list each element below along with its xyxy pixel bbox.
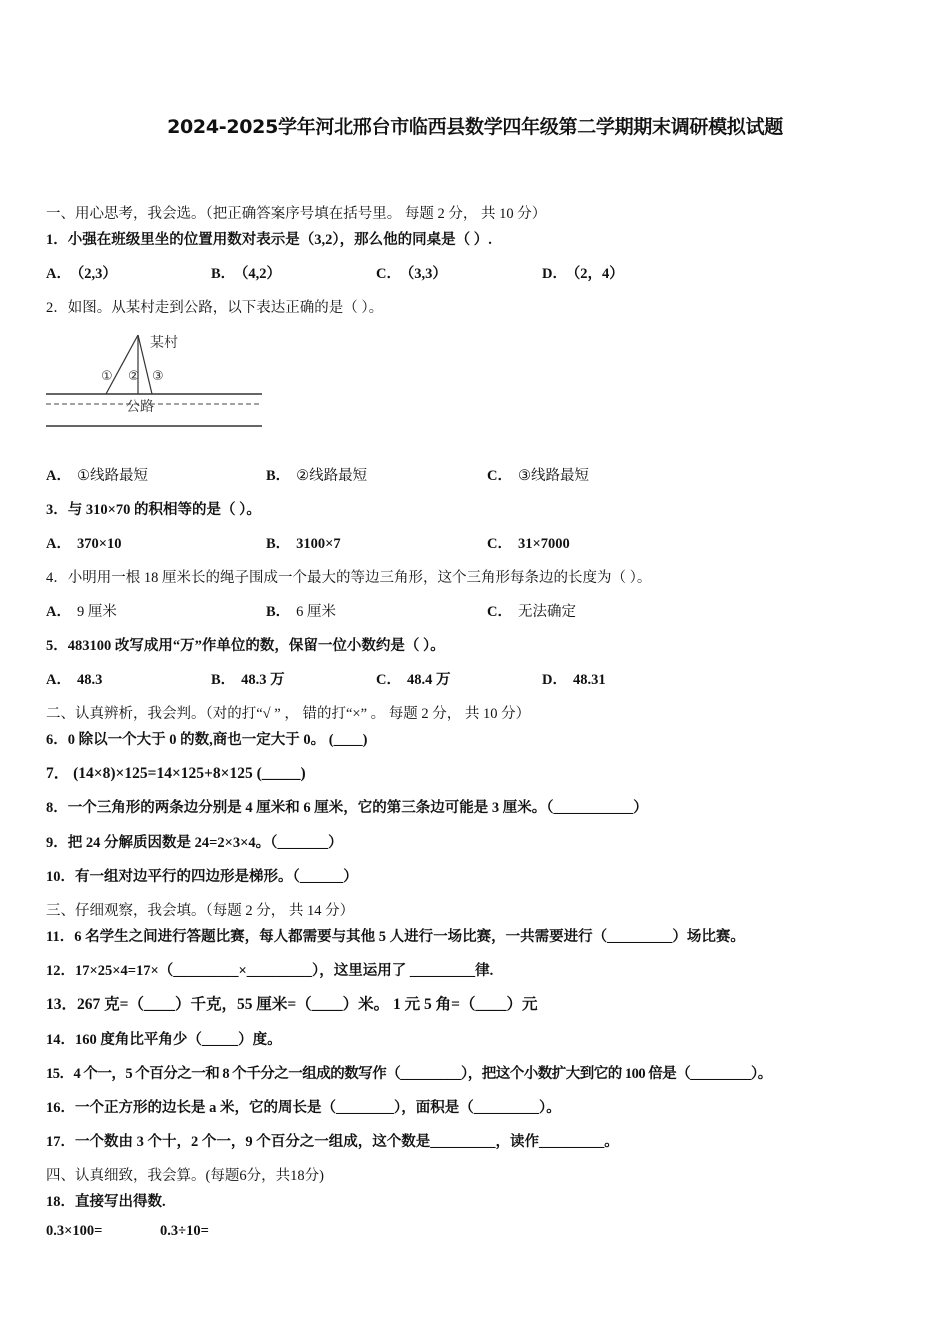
- route-2-label: ②: [128, 369, 140, 384]
- question-9: 9．把 24 分解质因数是 24=2×3×4。（_______）: [46, 835, 343, 851]
- question-8: 8．一个三角形的两条边分别是 4 厘米和 6 厘米，它的第三条边可能是 3 厘米。（___________）: [46, 800, 648, 816]
- option: C． ③线路最短: [487, 468, 589, 484]
- section-heading: 一、用心思考，我会选。（把正确答案序号填在括号里。 每题 2 分， 共 10 分）: [46, 206, 547, 222]
- route-3-label: ③: [152, 369, 164, 384]
- question-16: 16．一个正方形的边长是 a 米，它的周长是（________），面积是（_________）。: [46, 1100, 561, 1116]
- option: D． 48.31: [542, 672, 606, 688]
- option: B． 3100×7: [266, 536, 341, 552]
- question-14: 14．160 度角比平角少（_____）度。: [46, 1032, 282, 1048]
- option: B． （4,2）: [211, 266, 282, 282]
- option: C． （3,3）: [376, 266, 447, 282]
- section-heading: 四、认真细致，我会算。(每题6分，共18分): [46, 1168, 324, 1184]
- question-4: 4．小明用一根 18 厘米长的绳子围成一个最大的等边三角形，这个三角形每条边的长度为（ ）。: [46, 570, 652, 586]
- question-10: 10．有一组对边平行的四边形是梯形。（______）: [46, 869, 358, 885]
- option: A． （2,3）: [46, 266, 117, 282]
- option: C． 31×7000: [487, 536, 570, 552]
- calc-item: 0.3×100=: [46, 1223, 103, 1239]
- section-heading: 二、认真辨析，我会判。（对的打“√ ” ， 错的打“×” 。 每题 2 分， 共 10 分）: [46, 706, 531, 722]
- option: A． 9 厘米: [46, 604, 117, 620]
- route-1-line: [106, 335, 138, 394]
- option: C． 无法确定: [487, 604, 576, 620]
- option: B． ②线路最短: [266, 468, 368, 484]
- option: C． 48.4 万: [376, 672, 451, 688]
- question-1: 1．小强在班级里坐的位置用数对表示是（3,2），那么他的同桌是（ ）.: [46, 232, 492, 248]
- question-2: 2．如图。从某村走到公路，以下表达正确的是（ ）。: [46, 300, 384, 316]
- section-heading: 三、仔细观察，我会填。（每题 2 分， 共 14 分）: [46, 903, 355, 919]
- option: A． 370×10: [46, 536, 122, 552]
- road-label: 公路: [126, 399, 154, 415]
- question-18: 18．直接写出得数.: [46, 1194, 166, 1210]
- option: B． 48.3 万: [211, 672, 285, 688]
- route-1-label: ①: [101, 369, 113, 384]
- calc-item: 0.3÷10=: [160, 1223, 209, 1239]
- question-6: 6．0 除以一个大于 0 的数,商也一定大于 0。 (____): [46, 732, 368, 748]
- question-5: 5．483100 改写成用“万”作单位的数，保留一位小数约是（ ）。: [46, 638, 445, 654]
- question-17: 17．一个数由 3 个十，2 个一，9 个百分之一组成，这个数是_________，读作_________。: [46, 1134, 619, 1150]
- option: D． （2，4）: [542, 266, 624, 282]
- question-7: 7． (14×8)×125=14×125+8×125 (_____): [46, 765, 306, 782]
- village-road-diagram: [44, 330, 269, 430]
- option: A． 48.3: [46, 672, 103, 688]
- question-3: 3．与 310×70 的积相等的是（ ）。: [46, 502, 261, 518]
- option: B． 6 厘米: [266, 604, 337, 620]
- question-15: 15．4 个一，5 个百分之一和 8 个千分之一组成的数写作（_________），把这个小数扩大到它的 100 倍是（_________）。: [46, 1066, 772, 1082]
- question-11: 11．6 名学生之间进行答题比赛，每人都需要与其他 5 人进行一场比赛，一共需要进行（_________）场比赛。: [46, 929, 745, 945]
- page-title: 2024-2025学年河北邢台市临西县数学四年级第二学期期末调研模拟试题: [167, 116, 783, 138]
- village-label: 某村: [150, 335, 178, 351]
- question-13: 13．267 克=（____）千克，55 厘米=（____）米。 1 元 5 角=（____）元: [46, 996, 538, 1013]
- question-12: 12．17×25×4=17×（_________×_________），这里运用了 _________律.: [46, 963, 494, 979]
- option: A． ①线路最短: [46, 468, 148, 484]
